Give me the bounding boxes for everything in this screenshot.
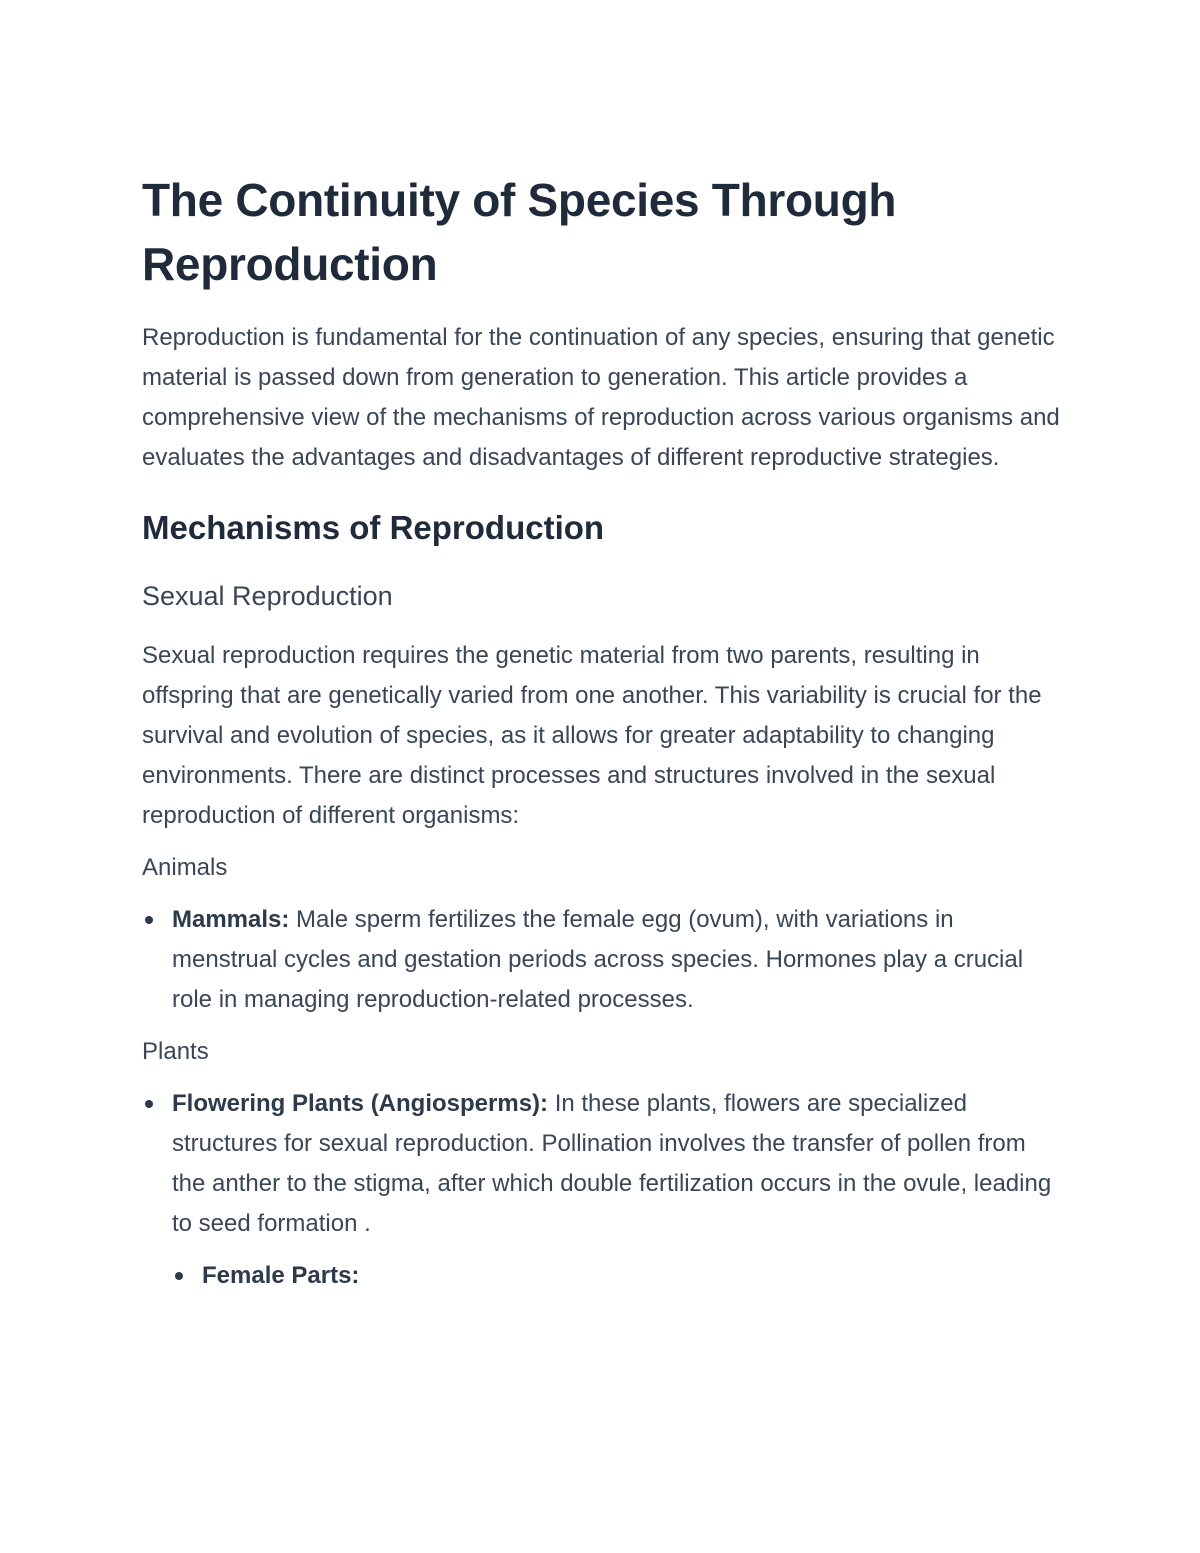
intro-paragraph: Reproduction is fundamental for the continuation of any species, ensuring that genetic material is passed down from generation to generation. This article provides a comprehensive view of the mechanisms of reproduction across various organisms and evaluates the advantages and disadvantages of different reproductive strategies. xyxy=(142,324,1060,471)
page-title: The Continuity of Species Through Reproduction xyxy=(142,174,897,290)
plants-list xyxy=(142,1084,1062,1296)
list-item xyxy=(142,1084,1062,1296)
sub-list-item-term: Female Parts: xyxy=(202,1262,360,1289)
list-item xyxy=(142,900,1062,1020)
bullet-icon xyxy=(145,916,153,924)
list-item-term: Mammals: xyxy=(172,906,290,933)
document-page xyxy=(142,168,1062,1296)
section-heading: Mechanisms of Reproduction xyxy=(142,509,605,546)
animals-list xyxy=(142,900,1062,1020)
subsection-heading: Sexual Reproduction xyxy=(142,581,393,611)
bullet-icon xyxy=(175,1272,183,1280)
plants-sublist xyxy=(172,1256,1062,1296)
list-item-term: Flowering Plants (Angiosperms): xyxy=(172,1090,549,1117)
animals-heading: Animals xyxy=(142,854,228,881)
list-item-text: In these plants, flowers are specialized structures for sexual reproduction. Pollination involves the transfer of pollen from the anther to the stigma, after which double fertilization occurs in the ovule, leading to seed formation . xyxy=(172,1090,1052,1237)
sub-list-item xyxy=(172,1256,1062,1296)
subsection-paragraph: Sexual reproduction requires the genetic material from two parents, resulting in offspring that are genetically varied from one another. This variability is crucial for the survival and evolution of species, as it allows for greater adaptability to changing environments. There are distinct processes and structures involved in the sexual reproduction of different organisms: xyxy=(142,642,1042,829)
list-item-text: Male sperm fertilizes the female egg (ovum), with variations in menstrual cycles and gestation periods across species. Hormones play a crucial role in managing reproduction-related processes. xyxy=(172,906,1024,1013)
bullet-icon xyxy=(145,1100,153,1108)
plants-heading: Plants xyxy=(142,1038,209,1065)
